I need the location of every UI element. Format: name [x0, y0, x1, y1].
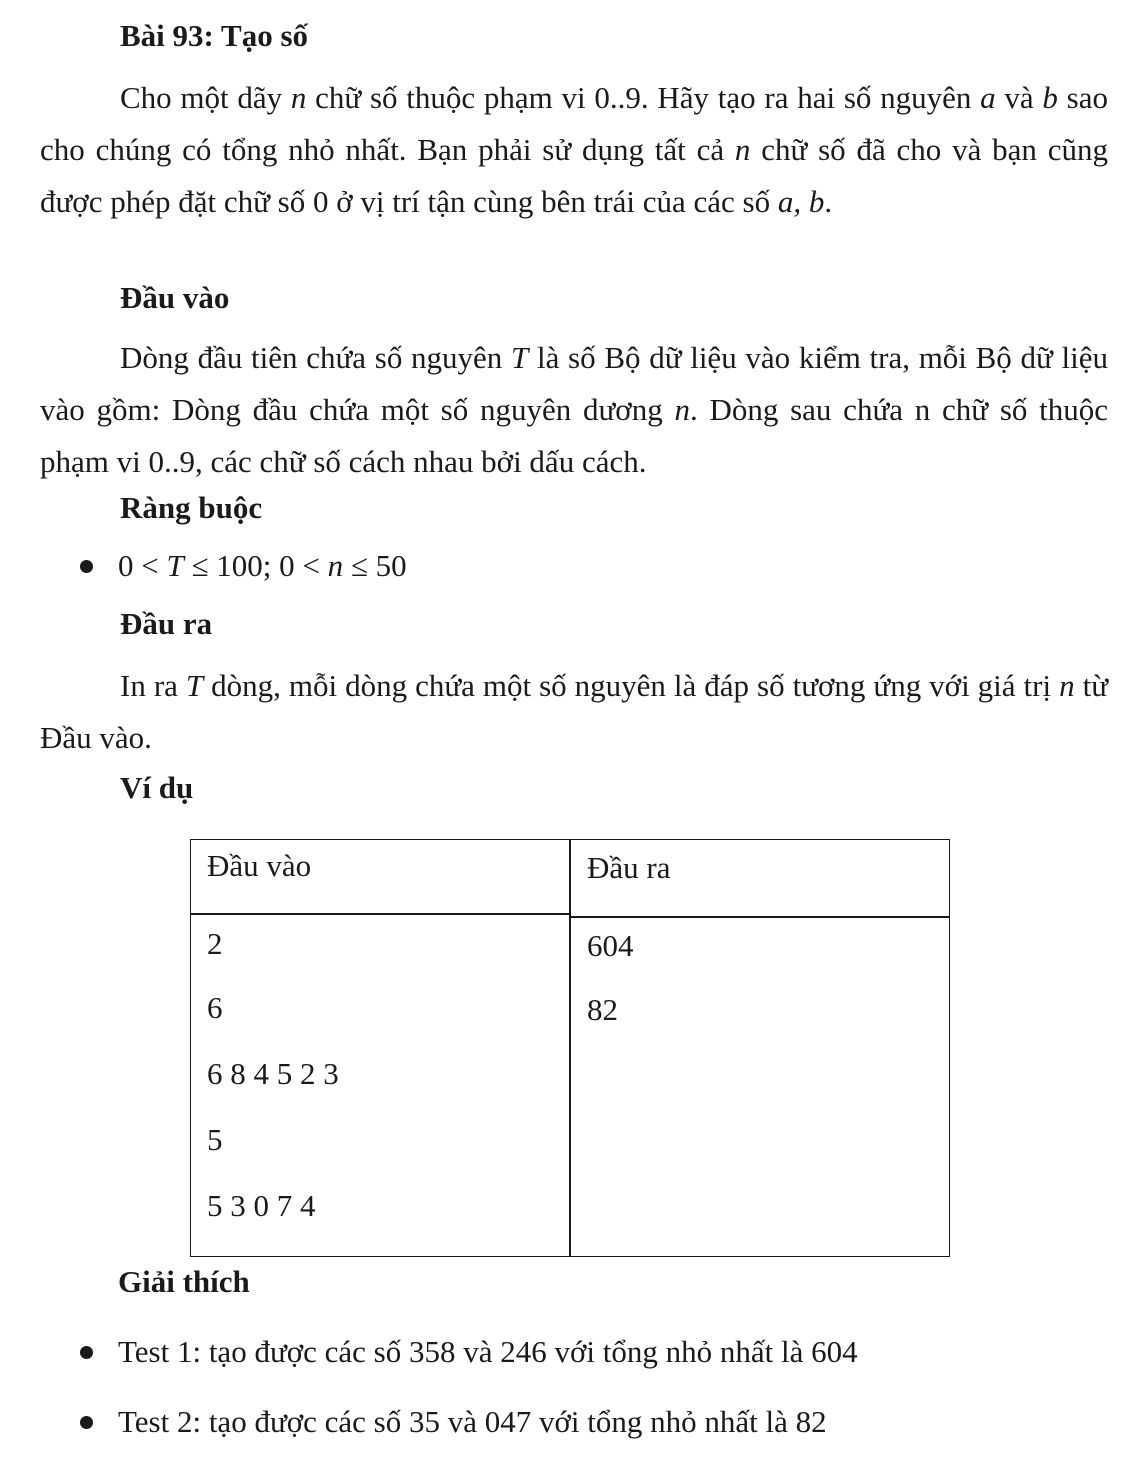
- explanation-item: [80, 1334, 858, 1370]
- constraint-text: 0 < T ≤ 100; 0 < n ≤ 50: [118, 548, 407, 583]
- input-line: 2: [207, 926, 223, 961]
- input-line: 5: [207, 1122, 223, 1157]
- explanation-text: Test 2: tạo được các số 35 và 047 với tổng nhỏ nhất là 82: [118, 1404, 827, 1439]
- input-line: 5 3 0 7 4: [207, 1188, 316, 1223]
- input-heading: Đầu vào: [120, 280, 230, 315]
- output-heading: Đầu ra: [120, 606, 213, 641]
- example-table: [190, 839, 950, 1257]
- table-header-input: Đầu vào: [207, 848, 312, 883]
- bullet-icon: [80, 1416, 93, 1429]
- column-divider: [569, 840, 571, 1256]
- constraints-heading: Ràng buộc: [120, 490, 263, 525]
- table-header-output: Đầu ra: [587, 850, 671, 885]
- constraint-item: [80, 548, 407, 584]
- bullet-icon: [80, 1346, 93, 1359]
- output-line: 604: [587, 928, 634, 963]
- explanation-text: Test 1: tạo được các số 358 và 246 với tổng nhỏ nhất là 604: [118, 1334, 858, 1369]
- bullet-icon: [80, 560, 93, 573]
- explanation-heading: Giải thích: [118, 1264, 250, 1299]
- header-divider-right: [571, 916, 949, 918]
- problem-statement: Cho một dãy n chữ số thuộc phạm vi 0..9. Hãy tạo ra hai số nguyên a và b sao cho chúng có tổng nhỏ nhất. Bạn phải sử dụng tất cả n chữ số đã cho và bạn cũng được phép đặt chữ số 0 ở vị trí tận cùng bên trái của các số a, b.: [40, 80, 1108, 219]
- input-line: 6: [207, 990, 223, 1025]
- header-divider-left: [191, 913, 569, 915]
- input-description: Dòng đầu tiên chứa số nguyên T là số Bộ dữ liệu vào kiểm tra, mỗi Bộ dữ liệu vào gồm: Dòng đầu chứa một số nguyên dương n. Dòng sau chứa n chữ số thuộc phạm vi 0..9, các chữ số cách nhau bởi dấu cách.: [40, 340, 1109, 479]
- input-line: 6 8 4 5 2 3: [207, 1056, 339, 1091]
- example-heading: Ví dụ: [120, 770, 194, 805]
- output-line: 82: [587, 992, 618, 1027]
- explanation-item: [80, 1404, 827, 1440]
- problem-title: Bài 93: Tạo số: [120, 18, 309, 53]
- output-description: In ra T dòng, mỗi dòng chứa một số nguyên là đáp số tương ứng với giá trị n từ Đầu vào.: [40, 668, 1109, 755]
